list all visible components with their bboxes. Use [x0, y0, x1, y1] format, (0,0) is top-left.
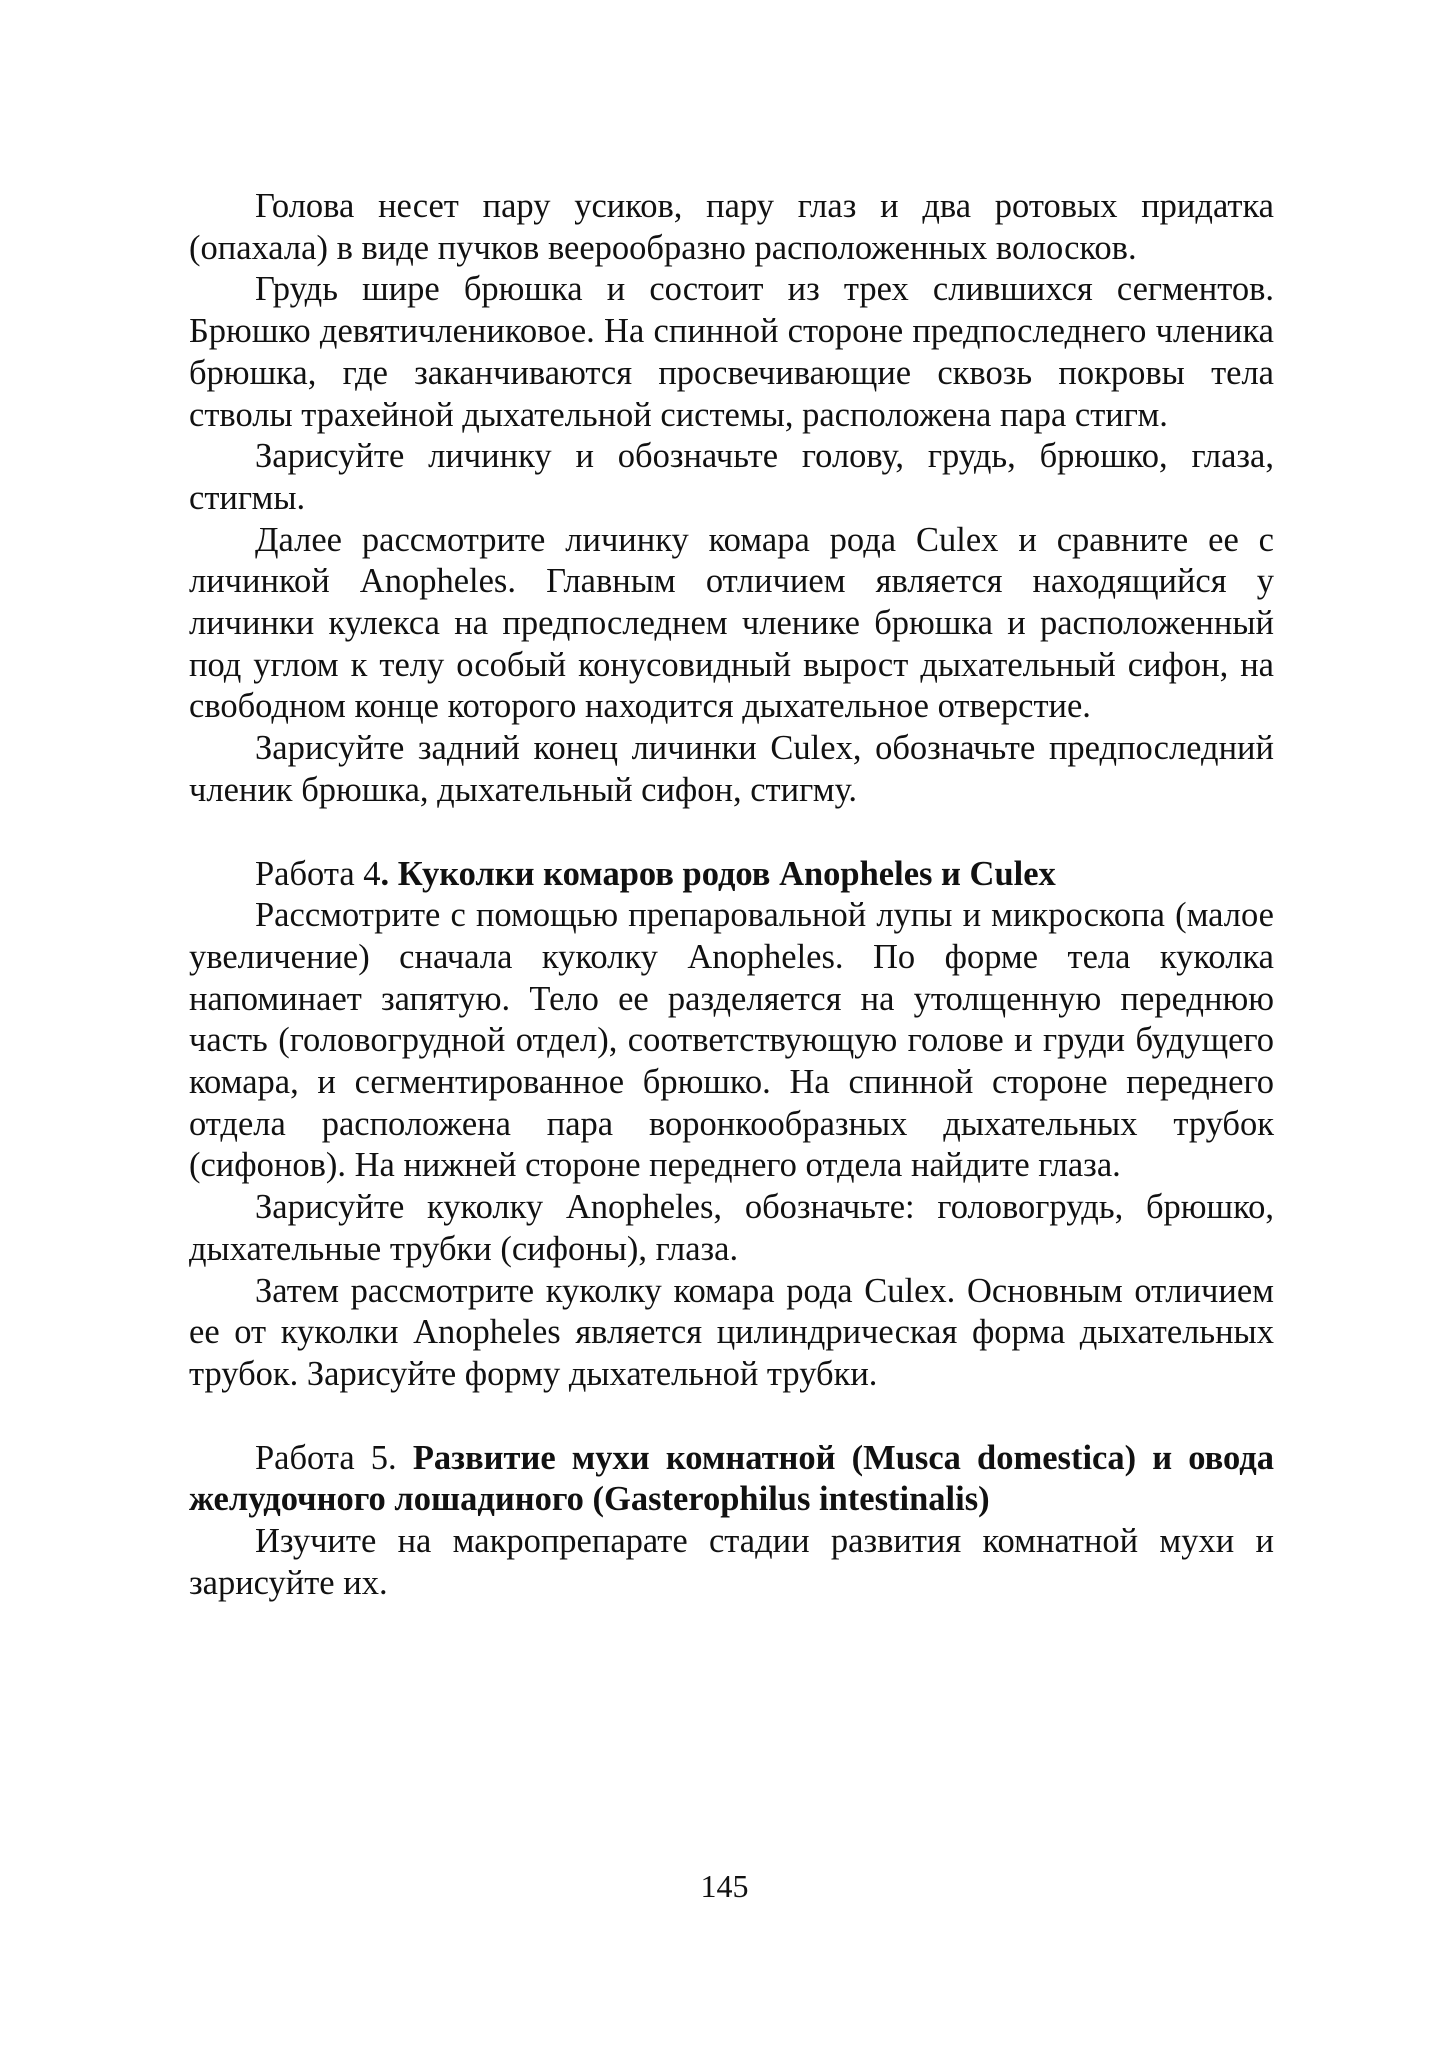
paragraph-draw-culex-end: Зарисуйте задний конец личинки Culex, обозначьте предпоследний членик брюшка, дыхательный сифон, стигму. [189, 729, 1274, 809]
section-5-title: Развитие мухи комнатной (Musca domestica) и овода желудочного лошадиного (Gasterophilus intestinalis) [189, 1438, 1274, 1519]
section-5-prefix: Работа 5. [255, 1438, 413, 1477]
paragraph-draw-anopheles-pupa: Зарисуйте куколку Anopheles, обозначьте: головогрудь, брюшко, дыхательные трубки (сифоны), глаза. [189, 1188, 1274, 1268]
section-4-prefix: Работа 4 [255, 854, 381, 893]
paragraph-draw-larva: Зарисуйте личинку и обозначьте голову, грудь, брюшко, глаза, стигмы. [189, 437, 1274, 517]
section-4-title: . Куколки комаров родов Anopheles и Culex [380, 854, 1056, 893]
section-5-heading [189, 1438, 1274, 1521]
paragraph-head-description: Голова несет пару усиков, пару глаз и два ротовых придатка (опахала) в виде пучков веерообразно расположенных волосков. [189, 187, 1274, 267]
paragraph-anopheles-pupa: Рассмотрите с помощью препаровальной лупы и микроскопа (малое увеличение) сначала куколку Anopheles. По форме тела куколка напоминает запятую. Тело ее разделяется на утолщенную переднюю часть (головогрудной отдел), соответствующую голове и груди будущего комара, и сегментированное брюшко. На спинной стороне переднего отдела расположена пара воронкообразных дыхательных трубок (сифонов). На нижней стороне переднего отдела найдите глаза. [189, 896, 1274, 1185]
paragraph-culex-larva: Далее рассмотрите личинку комара рода Culex и сравните ее с личинкой Anopheles. Главным отличием является находящийся у личинки кулекса на предпоследнем членике брюшка и расположенный под углом к телу особый конусовидный вырост дыхательный сифон, на свободном конце которого находится дыхательное отверстие. [189, 520, 1274, 726]
paragraph-culex-pupa: Затем рассмотрите куколку комара рода Culex. Основным отличием ее от куколки Anopheles является цилиндрическая форма дыхательных трубок. Зарисуйте форму дыхательной трубки. [189, 1271, 1274, 1393]
page-number: 145 [700, 1868, 749, 1904]
section-4-heading [189, 854, 1274, 896]
page-text [189, 186, 1274, 1605]
paragraph-thorax-abdomen: Грудь шире брюшка и состоит из трех слившихся сегментов. Брюшко девятичлениковое. На спинной стороне предпоследнего членика брюшка, где заканчиваются просвечивающие сквозь покровы тела стволы трахейной дыхательной системы, расположена пара стигм. [189, 270, 1274, 434]
paragraph-housefly-stages: Изучите на макропрепарате стадии развития комнатной мухи и зарисуйте их. [189, 1522, 1274, 1602]
